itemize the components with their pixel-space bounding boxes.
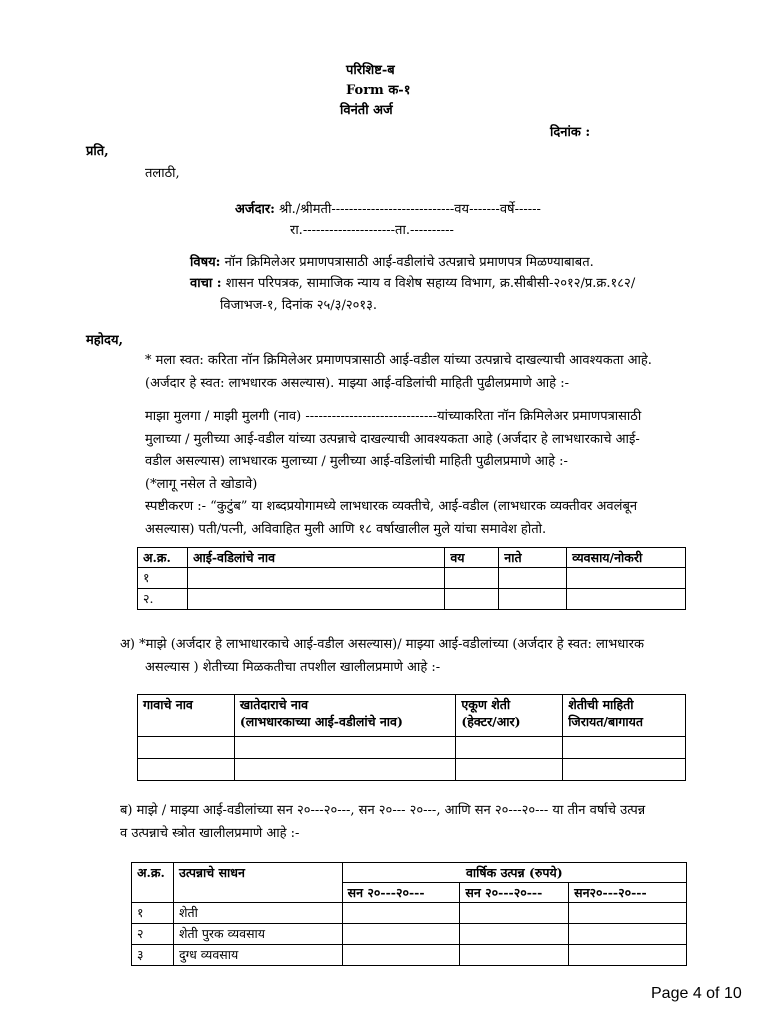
date-label: दिनांक : bbox=[550, 125, 591, 140]
table-cell bbox=[569, 924, 687, 945]
table-row bbox=[132, 924, 687, 945]
paragraph-line: माझा मुलगा / माझी मुलगी (नाव) ------------------------------यांच्याकरिता नॉन क्रिमिलेअर प्रमाणपत्रासाठी bbox=[145, 409, 642, 424]
subject-label: विषय: bbox=[190, 255, 221, 270]
applicant-label: अर्जदार: bbox=[235, 202, 275, 217]
income-table bbox=[131, 862, 687, 966]
farm-table bbox=[137, 694, 686, 781]
table-cell bbox=[342, 903, 460, 924]
applicant-line-2: रा.---------------------ता.---------- bbox=[290, 223, 454, 238]
table-cell bbox=[567, 589, 686, 610]
form-number: Form क-१ bbox=[346, 83, 411, 98]
header-cell bbox=[138, 695, 235, 737]
section-b-line: ब) माझे / माझ्या आई-वडीलांच्या सन २०---२०---, सन २०--- २०---, आणि सन २०---२०--- या तीन वर्षाचे उत्पन्न bbox=[120, 803, 646, 818]
table-cell: २. bbox=[138, 589, 188, 610]
read-line-2: विजाभज-१, दिनांक २५/३/२०१३. bbox=[220, 298, 377, 313]
table-row bbox=[138, 568, 686, 589]
table-cell bbox=[456, 737, 563, 759]
section-b-text bbox=[120, 800, 645, 845]
header-text: (हेक्टर/आर) bbox=[461, 714, 521, 729]
paragraph-line: (*लागू नसेल ते खोडावे) bbox=[145, 476, 258, 492]
table-cell bbox=[563, 737, 686, 759]
appendix-label: परिशिष्ट-ब bbox=[346, 63, 395, 78]
header-text: (लाभधारकाच्या आई-वडीलांचे नाव) bbox=[239, 714, 403, 729]
table-cell bbox=[569, 903, 687, 924]
table-cell: ३ bbox=[132, 945, 174, 966]
header-text: जिरायत/बागायत bbox=[568, 714, 644, 729]
header-cell: आई-वडिलांचे नाव bbox=[187, 548, 444, 568]
paragraph-line: स्पष्टीकरण :- “कुटुंब” या शब्दप्रयोगामध्ये लाभधारक व्यक्तीचे, आई-वडील (लाभधारक व्यक्तीवर अवलंबून bbox=[145, 499, 638, 514]
salutation: महोदय, bbox=[86, 333, 124, 348]
table-cell: दुग्ध व्यवसाय bbox=[173, 945, 342, 966]
table-cell bbox=[187, 589, 444, 610]
parents-table bbox=[137, 547, 686, 610]
paragraph-line: वडील असल्यास) लाभधारक मुलाच्या / मुलीच्या आई-वडिलांची माहिती पुढीलप्रमाणे आहे :- bbox=[145, 454, 568, 469]
header-cell bbox=[456, 695, 563, 737]
header-cell bbox=[234, 695, 456, 737]
table-cell bbox=[569, 945, 687, 966]
header-cell: उत्पन्नाचे साधन bbox=[173, 863, 342, 903]
table-cell: २ bbox=[132, 924, 174, 945]
page-number: Page 4 of 10 bbox=[651, 985, 742, 1002]
read-label: वाचा : bbox=[190, 276, 222, 291]
header-cell: नाते bbox=[499, 548, 567, 568]
table-row bbox=[138, 759, 686, 781]
table-cell bbox=[342, 924, 460, 945]
to-label: प्रति, bbox=[86, 144, 109, 159]
table-row bbox=[138, 737, 686, 759]
table-cell: शेती पुरक व्यवसाय bbox=[173, 924, 342, 945]
section-a-line: असल्यास ) शेतीच्या मिळकतीचा तपशील खालीलप्रमाणे आहे :- bbox=[145, 659, 441, 675]
header-cell: सन २०---२०--- bbox=[342, 883, 460, 903]
table-cell bbox=[138, 737, 235, 759]
table-cell bbox=[499, 568, 567, 589]
table-cell bbox=[445, 589, 499, 610]
header-cell: अ.क्र. bbox=[132, 863, 174, 903]
section-a-text bbox=[120, 634, 644, 679]
table-row bbox=[132, 945, 687, 966]
read-text: शासन परिपत्रक, सामाजिक न्याय व विशेष सहाय्य विभाग, क्र.सीबीसी-२०१२/प्र.क्र.१८२/ bbox=[225, 276, 636, 291]
header-cell: वय bbox=[445, 548, 499, 568]
table-cell: शेती bbox=[173, 903, 342, 924]
header-cell: वार्षिक उत्पन्न (रुपये) bbox=[342, 863, 686, 883]
table-row bbox=[138, 589, 686, 610]
table-cell: १ bbox=[138, 568, 188, 589]
table-cell bbox=[460, 924, 569, 945]
header-text: गावाचे नाव bbox=[143, 697, 193, 712]
applicant-fields: श्री./श्रीमती----------------------------वय-------वर्षे------ bbox=[279, 202, 541, 217]
paragraph-line: * मला स्वत: करिता नॉन क्रिमिलेअर प्रमाणपत्रासाठी आई-वडील यांच्या उत्पन्नाचे दाखल्याची आवश्यकता आहे. bbox=[145, 353, 652, 368]
table-row bbox=[132, 903, 687, 924]
header-cell: सन२०---२०--- bbox=[569, 883, 687, 903]
table-cell bbox=[234, 737, 456, 759]
page-title: विनंती अर्ज bbox=[340, 103, 393, 118]
paragraph-line: असल्यास) पती/पत्नी, अविवाहित मुली आणि १८ वर्षाखालील मुले यांचा समावेश होतो. bbox=[145, 521, 547, 537]
paragraph-self bbox=[145, 350, 705, 395]
table-cell: १ bbox=[132, 903, 174, 924]
header-text: शेतीची माहिती bbox=[568, 697, 634, 712]
table-cell bbox=[567, 568, 686, 589]
read-line bbox=[190, 273, 635, 291]
header-text: एकूण शेती bbox=[461, 697, 511, 712]
header-cell: सन २०---२०--- bbox=[460, 883, 569, 903]
table-cell bbox=[456, 759, 563, 781]
applicant-line-1 bbox=[235, 199, 541, 217]
table-cell bbox=[445, 568, 499, 589]
table-cell bbox=[460, 945, 569, 966]
table-cell bbox=[499, 589, 567, 610]
table-cell bbox=[460, 903, 569, 924]
header-text: खातेदाराचे नाव bbox=[239, 697, 309, 712]
table-cell bbox=[342, 945, 460, 966]
table-cell bbox=[138, 759, 235, 781]
talathi-label: तलाठी, bbox=[145, 166, 180, 181]
header-cell bbox=[563, 695, 686, 737]
table-cell bbox=[187, 568, 444, 589]
paragraph-line: मुलाच्या / मुलीच्या आई-वडील यांच्या उत्पन्नाचे दाखल्याची आवश्यकता आहे (अर्जदार हे लाभधारकाचे आई- bbox=[145, 431, 640, 447]
paragraph-line: (अर्जदार हे स्वत: लाभधारक असल्यास). माझ्या आई-वडिलांची माहिती पुढीलप्रमाणे आहे :- bbox=[145, 375, 569, 391]
header-cell: अ.क्र. bbox=[138, 548, 188, 568]
subject-text: नॉन क्रिमिलेअर प्रमाणपत्रासाठी आई-वडीलांचे उत्पन्नाचे प्रमाणपत्र मिळण्याबाबत. bbox=[224, 255, 594, 270]
section-a-line: अ) *माझे (अर्जदार हे लाभाधारकाचे आई-वडील असल्यास)/ माझ्या आई-वडीलांच्या (अर्जदार हे स्वत: लाभधारक bbox=[120, 637, 644, 652]
table-header-row bbox=[138, 695, 686, 737]
section-b-line: व उत्पन्नाचे स्त्रोत खालीलप्रमाणे आहे :- bbox=[120, 825, 300, 841]
table-header-row bbox=[132, 863, 687, 883]
table-cell bbox=[234, 759, 456, 781]
table-header-row bbox=[138, 548, 686, 568]
table-cell bbox=[563, 759, 686, 781]
subject-line bbox=[190, 252, 594, 270]
paragraph-child bbox=[145, 406, 705, 541]
header-cell: व्यवसाय/नोकरी bbox=[567, 548, 686, 568]
